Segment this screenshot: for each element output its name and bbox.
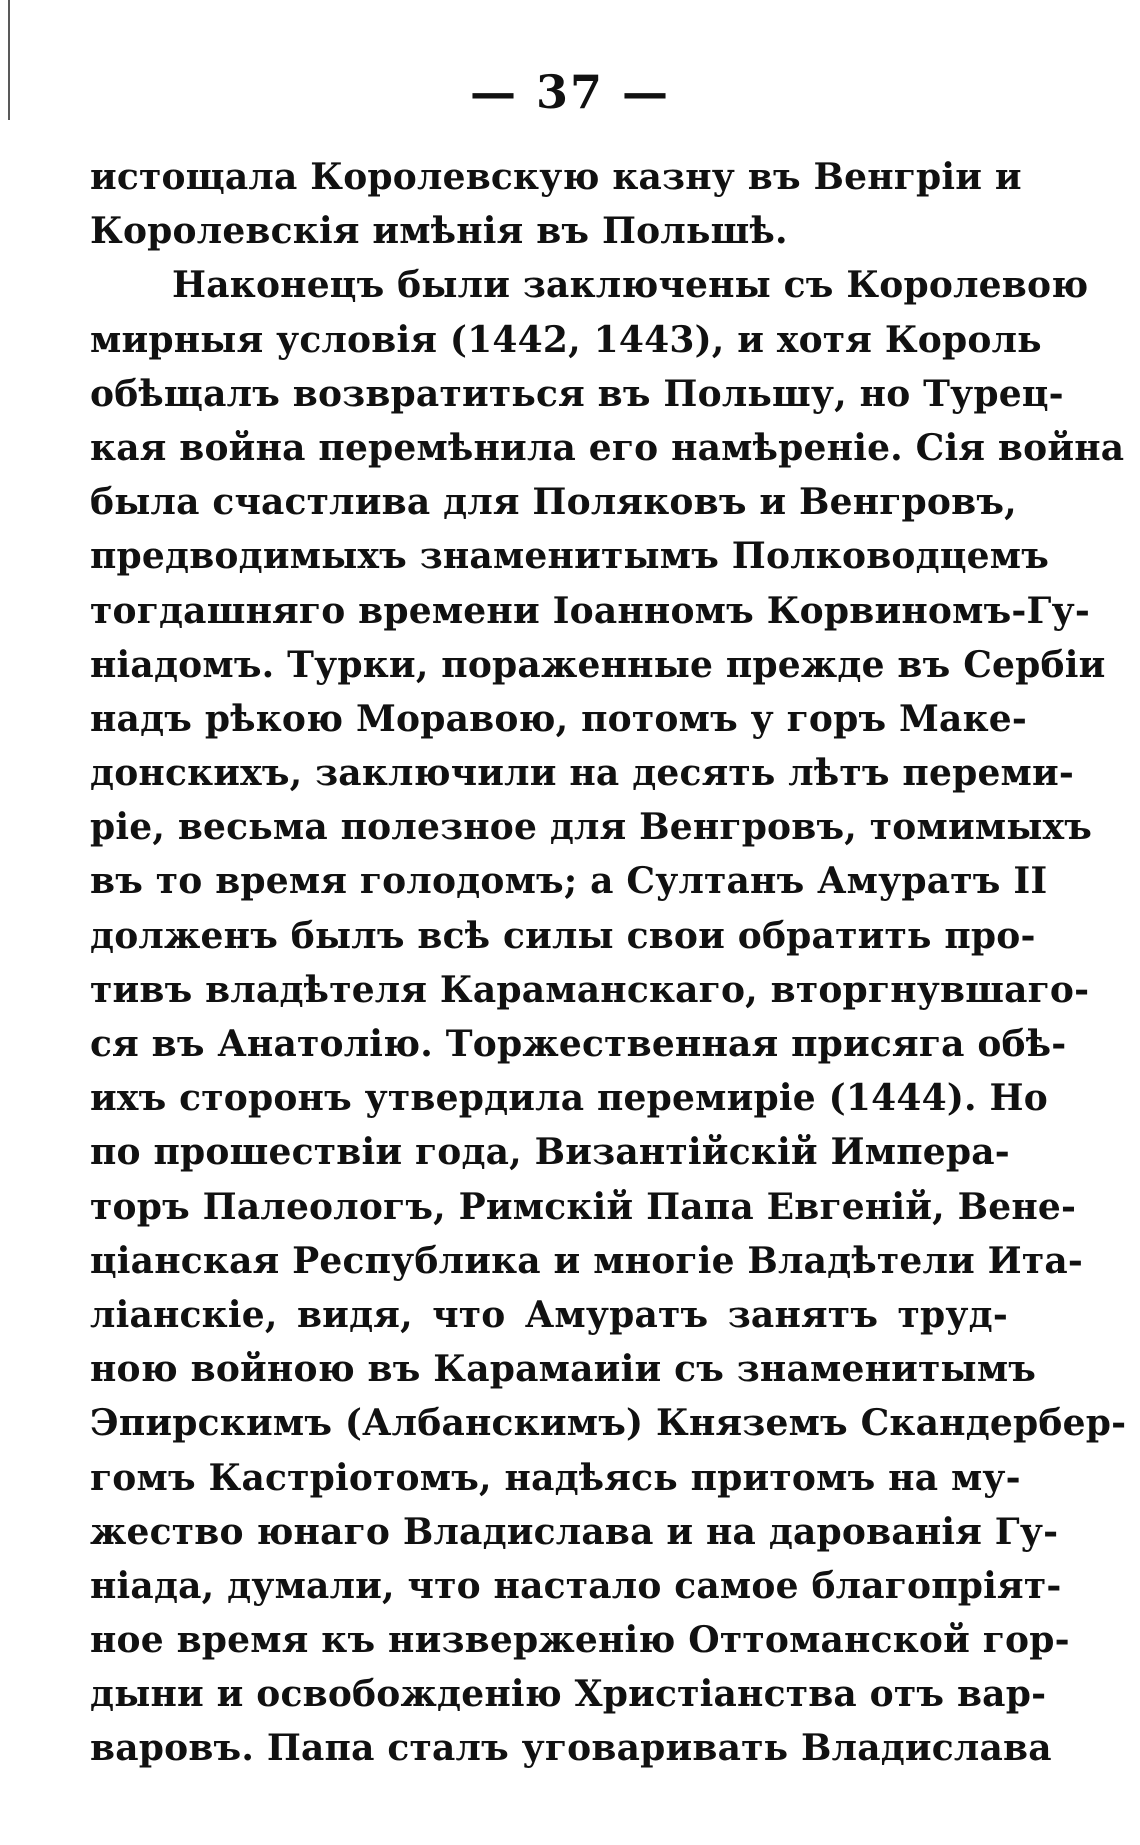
body-text — [90, 150, 1127, 1776]
text-line: дыни и освобожденію Христіанства отъ вар- — [90, 1673, 1047, 1716]
text-line: ихъ сторонъ утвердила перемиріе (1444). Но — [90, 1077, 1048, 1120]
text-line: кая война перемѣнила его намѣреніе. Сія война — [90, 426, 1125, 469]
text-line: ліанскіе, видя, что Амуратъ занятъ труд- — [90, 1293, 1008, 1336]
text-line: истощала Королевскую казну въ Венгріи и — [90, 156, 1022, 198]
text-line: варовъ. Папа сталъ уговаривать Владислава — [90, 1727, 1052, 1770]
text-line: ся въ Анатолію. Торжественная присяга обѣ- — [90, 1023, 1067, 1065]
text-line: жество юнаго Владислава и на дарованія Гу- — [90, 1510, 1059, 1553]
text-line: мирныя условія (1442, 1443), и хотя Король — [90, 318, 1042, 361]
text-line: ніадомъ. Турки, пораженные прежде въ Сербіи — [90, 643, 1106, 686]
page-number-header: — 37 — — [469, 65, 671, 119]
text-line: Наконецъ были заключены съ Королевою — [172, 264, 1089, 307]
text-line: по прошествіи года, Византійскій Импера- — [90, 1131, 1010, 1174]
text-line: ріе, весьма полезное для Венгровъ, томимыхъ — [90, 806, 1093, 849]
text-line: донскихъ, заключили на десять лѣтъ переми- — [90, 752, 1075, 795]
text-line: была счастлива для Поляковъ и Венгровъ, — [90, 481, 1017, 524]
text-line: ною войною въ Карамаиіи съ знаменитымъ — [90, 1348, 1037, 1391]
text-line: ное время къ низверженію Оттоманской гор- — [90, 1619, 1070, 1662]
text-line: тогдашняго времени Іоанномъ Корвиномъ-Гу- — [90, 589, 1090, 632]
text-line: ціанская Республика и многіе Владѣтели Ита- — [90, 1239, 1084, 1282]
text-line: надъ рѣкою Моравою, потомъ у горъ Маке- — [90, 697, 1028, 740]
text-line: ніада, думали, что настало самое благопріят- — [90, 1564, 1062, 1607]
text-line: Эпирскимъ (Албанскимъ) Княземъ Скандербер- — [90, 1402, 1127, 1445]
text-line: торъ Палеологъ, Римскій Папа Евгеній, Вене- — [90, 1185, 1077, 1228]
text-line: обѣщалъ возвратиться въ Польшу, но Турец- — [90, 372, 1064, 415]
text-line: въ то время голодомъ; а Султанъ Амуратъ II — [90, 860, 1048, 903]
text-line: гомъ Кастріотомъ, надѣясь притомъ на му- — [90, 1456, 1021, 1499]
text-line: долженъ былъ всѣ силы свои обратить про- — [90, 914, 1036, 957]
text-line: предводимыхъ знаменитымъ Полководцемъ — [90, 535, 1050, 578]
text-line: Королевскія имѣнія въ Польшѣ. — [90, 210, 788, 253]
text-line: тивъ владѣтеля Караманскаго, вторгнувшаго- — [90, 968, 1090, 1011]
